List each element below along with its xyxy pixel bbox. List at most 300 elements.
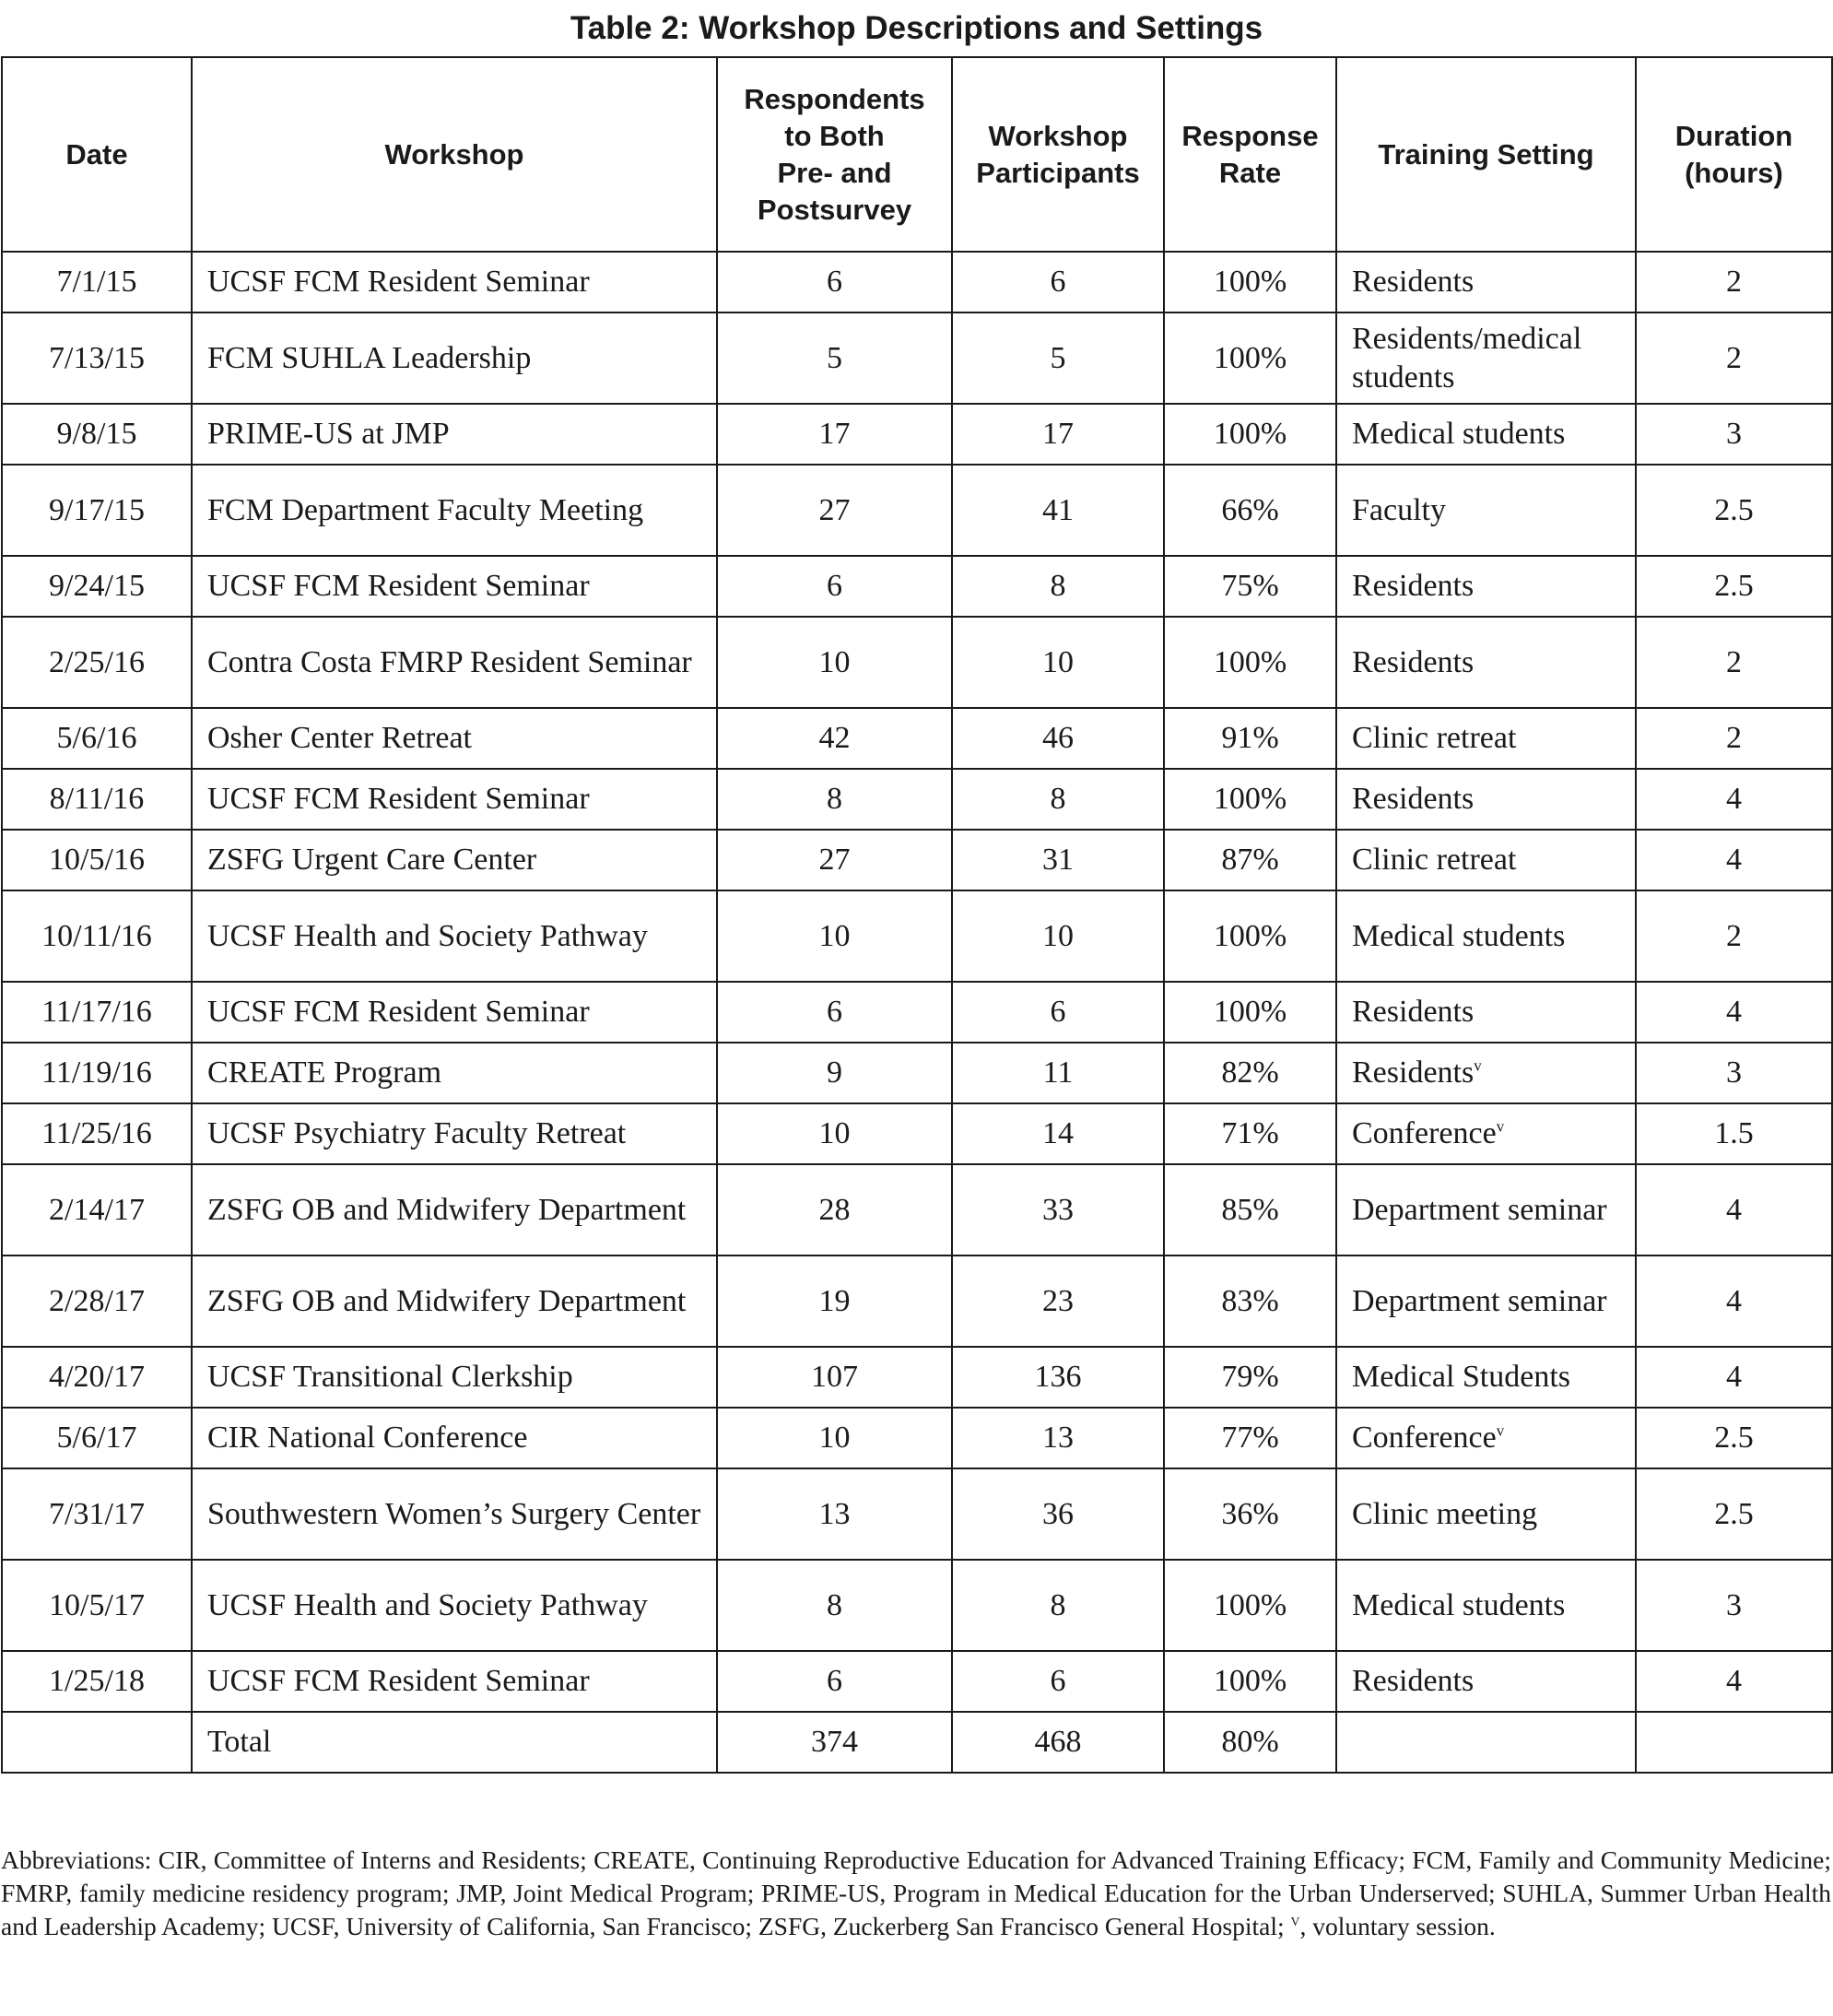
- cell-respondents: [717, 1043, 952, 1103]
- cell-respondents: [717, 252, 952, 312]
- cell-date: [2, 1103, 192, 1164]
- cell-date: [2, 404, 192, 465]
- table-row: [2, 1468, 1832, 1560]
- cell-training-setting-text: Residents: [1352, 995, 1475, 1029]
- cell-respondents: [717, 982, 952, 1043]
- cell-respondents: [717, 1408, 952, 1468]
- cell-respondents: [717, 830, 952, 890]
- cell-duration-text: 3: [1726, 1055, 1742, 1090]
- cell-workshop-text: FCM SUHLA Leadership: [207, 340, 532, 375]
- table-row: [2, 404, 1832, 465]
- cell-response-rate-text: 100%: [1213, 1587, 1287, 1622]
- cell-duration: [1636, 769, 1832, 830]
- cell-participants: [952, 556, 1164, 617]
- cell-training-setting: [1336, 982, 1636, 1043]
- cell-response-rate: [1164, 556, 1336, 617]
- cell-participants-text: 6: [1050, 1664, 1066, 1698]
- cell-response-rate-text: 71%: [1221, 1116, 1279, 1150]
- cell-respondents: [717, 1256, 952, 1347]
- cell-workshop: [192, 708, 717, 769]
- cell-training-setting: [1336, 312, 1636, 404]
- cell-duration-text: 4: [1726, 1283, 1742, 1318]
- cell-participants-text: 136: [1034, 1360, 1082, 1394]
- table-row: [2, 1043, 1832, 1103]
- cell-respondents-text: 10: [818, 1421, 851, 1455]
- cell-duration: [1636, 1256, 1832, 1347]
- cell-training-setting-text: Conference: [1352, 1421, 1497, 1455]
- cell-date-text: 2/28/17: [49, 1283, 145, 1318]
- cell-response-rate: [1164, 890, 1336, 982]
- cell-duration-text: 2: [1726, 918, 1742, 953]
- cell-duration-text: 4: [1726, 995, 1742, 1029]
- cell-workshop: [192, 617, 717, 708]
- cell-duration: [1636, 708, 1832, 769]
- cell-response-rate: [1164, 1347, 1336, 1408]
- cell-respondents-text: 27: [818, 843, 851, 877]
- cell-training-setting-text: Residents: [1352, 782, 1475, 816]
- cell-date: [2, 1043, 192, 1103]
- cell-workshop: [192, 890, 717, 982]
- cell-duration: [1636, 1712, 1832, 1773]
- cell-training-setting: [1336, 404, 1636, 465]
- cell-response-rate-text: 82%: [1221, 1055, 1279, 1090]
- cell-participants-text: 8: [1050, 1587, 1066, 1622]
- cell-response-rate: [1164, 1043, 1336, 1103]
- table-row: [2, 982, 1832, 1043]
- cell-date-text: 7/31/17: [49, 1496, 145, 1531]
- cell-workshop: [192, 1560, 717, 1651]
- workshop-table: [1, 56, 1833, 1774]
- cell-response-rate: [1164, 617, 1336, 708]
- cell-participants-text: 41: [1042, 492, 1074, 527]
- cell-date-text: 8/11/16: [49, 782, 145, 816]
- cell-respondents-text: 28: [818, 1192, 851, 1227]
- cell-participants: [952, 1347, 1164, 1408]
- cell-participants-text: 5: [1050, 340, 1066, 375]
- cell-participants-text: 17: [1042, 417, 1074, 451]
- cell-workshop: [192, 1468, 717, 1560]
- cell-date: [2, 556, 192, 617]
- cell-respondents: [717, 1347, 952, 1408]
- cell-date: [2, 465, 192, 556]
- column-header-training-setting: Training Setting: [1336, 57, 1636, 252]
- cell-participants-text: 468: [1034, 1725, 1082, 1759]
- cell-date: [2, 1347, 192, 1408]
- cell-response-rate-text: 75%: [1221, 569, 1279, 603]
- cell-workshop: [192, 1347, 717, 1408]
- cell-workshop-text: UCSF Health and Society Pathway: [207, 918, 648, 953]
- cell-workshop: [192, 465, 717, 556]
- column-header-date: Date: [2, 57, 192, 252]
- cell-response-rate-text: 85%: [1221, 1192, 1279, 1227]
- cell-response-rate: [1164, 1468, 1336, 1560]
- total-row: [2, 1712, 1832, 1773]
- cell-workshop: [192, 1651, 717, 1712]
- cell-duration: [1636, 617, 1832, 708]
- cell-date: [2, 617, 192, 708]
- cell-response-rate: [1164, 312, 1336, 404]
- cell-response-rate: [1164, 830, 1336, 890]
- cell-training-setting: [1336, 1347, 1636, 1408]
- cell-duration: [1636, 404, 1832, 465]
- cell-response-rate: [1164, 252, 1336, 312]
- cell-training-setting-text: Residents/medical students: [1352, 321, 1582, 395]
- cell-training-setting-text: Residents: [1352, 644, 1475, 679]
- cell-training-setting: [1336, 1560, 1636, 1651]
- cell-training-setting-text: Residents: [1352, 265, 1475, 299]
- cell-training-setting-text: Conference: [1352, 1116, 1497, 1150]
- cell-training-setting: [1336, 556, 1636, 617]
- cell-duration: [1636, 556, 1832, 617]
- cell-date-text: 11/17/16: [41, 995, 152, 1029]
- cell-duration-text: 2.5: [1714, 1421, 1754, 1455]
- cell-respondents: [717, 769, 952, 830]
- cell-response-rate: [1164, 1651, 1336, 1712]
- cell-date-text: 7/1/15: [56, 265, 137, 299]
- cell-workshop: [192, 1103, 717, 1164]
- cell-respondents: [717, 1164, 952, 1256]
- cell-respondents-text: 6: [827, 1664, 842, 1698]
- cell-workshop-text: Southwestern Women’s Surgery Center: [207, 1496, 701, 1531]
- cell-response-rate-text: 100%: [1213, 782, 1287, 816]
- cell-training-setting: [1336, 1103, 1636, 1164]
- table-row: [2, 1408, 1832, 1468]
- cell-workshop-text: UCSF Transitional Clerkship: [207, 1360, 573, 1394]
- voluntary-session-mark: v: [1496, 1421, 1505, 1440]
- cell-training-setting-text: Medical students: [1352, 918, 1566, 953]
- cell-participants: [952, 1164, 1164, 1256]
- cell-participants: [952, 1103, 1164, 1164]
- cell-date: [2, 1408, 192, 1468]
- cell-participants-text: 10: [1042, 918, 1074, 953]
- cell-workshop: [192, 830, 717, 890]
- cell-workshop-text: UCSF Health and Society Pathway: [207, 1587, 648, 1622]
- cell-workshop: [192, 1712, 717, 1773]
- footnote-text: Abbreviations: CIR, Committee of Interns and Residents; CREATE, Continuing Reproductive Education for Advanced Training Efficacy; FCM, Family and Community Medicine; FMRP, family medicine residency program; JMP, Joint Medical Program; PRIME-US, Program in Medical Education for the Urban Underserved; SUHLA, Summer Urban Health and Leadership Academy; UCSF, University of California, San Francisco; ZSFG, Zuckerberg San Francisco General Hospital;: [1, 1845, 1831, 1940]
- footnote-text-end: , voluntary session.: [1299, 1912, 1496, 1940]
- table-row: [2, 1347, 1832, 1408]
- cell-response-rate-text: 87%: [1221, 843, 1279, 877]
- cell-respondents: [717, 312, 952, 404]
- table-row: [2, 465, 1832, 556]
- cell-duration: [1636, 1651, 1832, 1712]
- cell-respondents-text: 19: [818, 1283, 851, 1318]
- cell-duration-text: 2: [1726, 644, 1742, 679]
- table-row: [2, 312, 1832, 404]
- footnote-superscript-mark: V: [1290, 1914, 1300, 1928]
- cell-duration: [1636, 1347, 1832, 1408]
- cell-workshop: [192, 982, 717, 1043]
- cell-respondents-text: 6: [827, 569, 842, 603]
- cell-response-rate-text: 66%: [1221, 492, 1279, 527]
- cell-respondents-text: 107: [811, 1360, 858, 1394]
- column-header-participants: Workshop Participants: [952, 57, 1164, 252]
- cell-respondents: [717, 1560, 952, 1651]
- cell-participants-text: 8: [1050, 782, 1066, 816]
- table-row: [2, 617, 1832, 708]
- cell-respondents: [717, 890, 952, 982]
- cell-participants: [952, 1468, 1164, 1560]
- cell-date-text: 11/19/16: [41, 1055, 152, 1090]
- cell-participants: [952, 890, 1164, 982]
- cell-date: [2, 1712, 192, 1773]
- cell-duration-text: 4: [1726, 1664, 1742, 1698]
- cell-respondents: [717, 1103, 952, 1164]
- cell-workshop: [192, 1408, 717, 1468]
- cell-training-setting: [1336, 708, 1636, 769]
- cell-workshop: [192, 1256, 717, 1347]
- cell-workshop-text: ZSFG OB and Midwifery Department: [207, 1192, 687, 1227]
- cell-training-setting: [1336, 617, 1636, 708]
- column-header-workshop: Workshop: [192, 57, 717, 252]
- cell-date-text: 9/8/15: [56, 417, 137, 451]
- cell-date-text: 9/17/15: [49, 492, 145, 527]
- table-row: [2, 252, 1832, 312]
- cell-duration-text: 2.5: [1714, 569, 1754, 603]
- cell-date: [2, 982, 192, 1043]
- cell-respondents-text: 10: [818, 1116, 851, 1150]
- table-row: [2, 1103, 1832, 1164]
- cell-participants: [952, 830, 1164, 890]
- cell-participants: [952, 312, 1164, 404]
- cell-duration-text: 1.5: [1714, 1116, 1754, 1150]
- cell-respondents-text: 10: [818, 644, 851, 679]
- cell-respondents-text: 13: [818, 1496, 851, 1531]
- cell-training-setting: [1336, 890, 1636, 982]
- cell-workshop-text: FCM Department Faculty Meeting: [207, 492, 644, 527]
- cell-date: [2, 890, 192, 982]
- cell-workshop-text: UCSF FCM Resident Seminar: [207, 995, 590, 1029]
- cell-training-setting-text: Residents: [1352, 1055, 1475, 1090]
- cell-date-text: 5/6/17: [56, 1421, 137, 1455]
- cell-participants: [952, 769, 1164, 830]
- cell-respondents-text: 5: [827, 340, 842, 375]
- cell-participants: [952, 1651, 1164, 1712]
- cell-participants-text: 23: [1042, 1283, 1074, 1318]
- cell-duration-text: 2: [1726, 721, 1742, 755]
- cell-workshop: [192, 556, 717, 617]
- cell-participants-text: 10: [1042, 644, 1074, 679]
- cell-respondents: [717, 1651, 952, 1712]
- cell-respondents: [717, 556, 952, 617]
- cell-workshop-text: CIR National Conference: [207, 1421, 528, 1455]
- table-row: [2, 1164, 1832, 1256]
- cell-respondents: [717, 617, 952, 708]
- cell-response-rate: [1164, 708, 1336, 769]
- cell-response-rate: [1164, 465, 1336, 556]
- cell-response-rate-text: 80%: [1221, 1725, 1279, 1759]
- cell-response-rate-text: 100%: [1213, 265, 1287, 299]
- cell-participants-text: 8: [1050, 569, 1066, 603]
- cell-duration-text: 4: [1726, 843, 1742, 877]
- cell-workshop: [192, 312, 717, 404]
- cell-training-setting: [1336, 1712, 1636, 1773]
- cell-workshop-text: Total: [207, 1725, 272, 1759]
- cell-duration: [1636, 1103, 1832, 1164]
- table-row: [2, 556, 1832, 617]
- cell-response-rate: [1164, 404, 1336, 465]
- cell-duration: [1636, 1468, 1832, 1560]
- cell-workshop-text: UCSF FCM Resident Seminar: [207, 265, 590, 299]
- cell-response-rate-text: 100%: [1213, 918, 1287, 953]
- cell-date-text: 10/11/16: [41, 918, 152, 953]
- cell-response-rate: [1164, 1560, 1336, 1651]
- cell-workshop-text: UCSF Psychiatry Faculty Retreat: [207, 1116, 627, 1150]
- cell-training-setting-text: Clinic retreat: [1352, 843, 1517, 877]
- cell-date: [2, 252, 192, 312]
- cell-training-setting: [1336, 769, 1636, 830]
- table-row: [2, 1651, 1832, 1712]
- cell-training-setting-text: Department seminar: [1352, 1283, 1607, 1318]
- cell-date-text: 11/25/16: [41, 1116, 152, 1150]
- cell-duration: [1636, 982, 1832, 1043]
- table-body: [2, 252, 1832, 1773]
- cell-date-text: 2/25/16: [49, 644, 145, 679]
- cell-workshop: [192, 769, 717, 830]
- table-row: [2, 1256, 1832, 1347]
- cell-response-rate-text: 100%: [1213, 1664, 1287, 1698]
- table-row: [2, 830, 1832, 890]
- cell-participants: [952, 1043, 1164, 1103]
- cell-duration: [1636, 890, 1832, 982]
- cell-response-rate-text: 100%: [1213, 417, 1287, 451]
- cell-response-rate-text: 91%: [1221, 721, 1279, 755]
- cell-participants-text: 14: [1042, 1116, 1074, 1150]
- voluntary-session-mark: v: [1496, 1117, 1505, 1136]
- cell-respondents-text: 42: [818, 721, 851, 755]
- cell-participants: [952, 1408, 1164, 1468]
- cell-date: [2, 708, 192, 769]
- cell-duration-text: 4: [1726, 1360, 1742, 1394]
- cell-participants: [952, 1712, 1164, 1773]
- cell-respondents: [717, 404, 952, 465]
- cell-training-setting-text: Department seminar: [1352, 1192, 1607, 1227]
- cell-respondents: [717, 1468, 952, 1560]
- cell-respondents-text: 27: [818, 492, 851, 527]
- cell-workshop-text: Osher Center Retreat: [207, 721, 472, 755]
- cell-workshop-text: PRIME-US at JMP: [207, 417, 450, 451]
- cell-workshop-text: ZSFG Urgent Care Center: [207, 843, 537, 877]
- cell-duration: [1636, 1164, 1832, 1256]
- cell-participants-text: 36: [1042, 1496, 1074, 1531]
- cell-duration-text: 3: [1726, 1587, 1742, 1622]
- cell-participants-text: 6: [1050, 995, 1066, 1029]
- cell-respondents-text: 6: [827, 265, 842, 299]
- cell-duration: [1636, 830, 1832, 890]
- table-row: [2, 890, 1832, 982]
- cell-training-setting: [1336, 465, 1636, 556]
- cell-duration: [1636, 1560, 1832, 1651]
- cell-duration-text: 2.5: [1714, 1496, 1754, 1531]
- cell-participants: [952, 1256, 1164, 1347]
- cell-training-setting: [1336, 1164, 1636, 1256]
- cell-date-text: 10/5/17: [49, 1587, 145, 1622]
- cell-respondents-text: 17: [818, 417, 851, 451]
- cell-response-rate-text: 79%: [1221, 1360, 1279, 1394]
- cell-participants-text: 13: [1042, 1421, 1074, 1455]
- cell-response-rate: [1164, 769, 1336, 830]
- cell-respondents-text: 9: [827, 1055, 842, 1090]
- cell-training-setting-text: Clinic retreat: [1352, 721, 1517, 755]
- cell-date-text: 1/25/18: [49, 1664, 145, 1698]
- cell-date: [2, 1560, 192, 1651]
- cell-response-rate-text: 36%: [1221, 1496, 1279, 1531]
- cell-training-setting: [1336, 1408, 1636, 1468]
- column-header-respondents: Respondents to Both Pre- and Postsurvey: [717, 57, 952, 252]
- cell-duration: [1636, 1043, 1832, 1103]
- cell-training-setting: [1336, 1651, 1636, 1712]
- cell-date-text: 2/14/17: [49, 1192, 145, 1227]
- cell-respondents-text: 8: [827, 1587, 842, 1622]
- cell-duration: [1636, 1408, 1832, 1468]
- cell-participants: [952, 708, 1164, 769]
- cell-duration-text: 3: [1726, 417, 1742, 451]
- cell-response-rate: [1164, 1256, 1336, 1347]
- cell-respondents-text: 10: [818, 918, 851, 953]
- cell-workshop-text: CREATE Program: [207, 1055, 442, 1090]
- cell-participants: [952, 617, 1164, 708]
- cell-participants-text: 11: [1042, 1055, 1074, 1090]
- table-title: Table 2: Workshop Descriptions and Settings: [570, 10, 1263, 46]
- cell-duration: [1636, 312, 1832, 404]
- cell-duration-text: 2.5: [1714, 492, 1754, 527]
- cell-participants-text: 31: [1042, 843, 1074, 877]
- cell-response-rate: [1164, 1408, 1336, 1468]
- cell-workshop: [192, 404, 717, 465]
- cell-duration-text: 2: [1726, 265, 1742, 299]
- cell-workshop-text: UCSF FCM Resident Seminar: [207, 569, 590, 603]
- cell-date: [2, 1468, 192, 1560]
- cell-duration-text: 2: [1726, 340, 1742, 375]
- cell-date-text: 4/20/17: [49, 1360, 145, 1394]
- cell-training-setting-text: Medical students: [1352, 1587, 1566, 1622]
- cell-date: [2, 1256, 192, 1347]
- cell-date: [2, 1164, 192, 1256]
- cell-participants: [952, 404, 1164, 465]
- cell-participants: [952, 982, 1164, 1043]
- cell-date: [2, 830, 192, 890]
- cell-participants-text: 46: [1042, 721, 1074, 755]
- table-row: [2, 769, 1832, 830]
- cell-respondents: [717, 1712, 952, 1773]
- cell-respondents: [717, 465, 952, 556]
- cell-date: [2, 769, 192, 830]
- cell-participants: [952, 252, 1164, 312]
- cell-response-rate: [1164, 982, 1336, 1043]
- voluntary-session-mark: v: [1474, 1056, 1482, 1075]
- header-row: [2, 57, 1832, 252]
- column-header-duration: Duration (hours): [1636, 57, 1832, 252]
- cell-response-rate: [1164, 1712, 1336, 1773]
- cell-participants: [952, 465, 1164, 556]
- cell-date: [2, 1651, 192, 1712]
- cell-workshop: [192, 252, 717, 312]
- cell-training-setting-text: Faculty: [1352, 492, 1446, 527]
- cell-workshop-text: UCSF FCM Resident Seminar: [207, 782, 590, 816]
- cell-date-text: 7/13/15: [49, 340, 145, 375]
- cell-training-setting-text: Clinic meeting: [1352, 1496, 1538, 1531]
- cell-date: [2, 312, 192, 404]
- cell-training-setting: [1336, 1468, 1636, 1560]
- cell-date-text: 5/6/16: [56, 721, 137, 755]
- cell-training-setting: [1336, 1256, 1636, 1347]
- cell-response-rate-text: 100%: [1213, 644, 1287, 679]
- cell-training-setting: [1336, 830, 1636, 890]
- cell-respondents-text: 6: [827, 995, 842, 1029]
- cell-workshop-text: Contra Costa FMRP Resident Seminar: [207, 644, 692, 679]
- cell-participants: [952, 1560, 1164, 1651]
- cell-duration-text: 4: [1726, 782, 1742, 816]
